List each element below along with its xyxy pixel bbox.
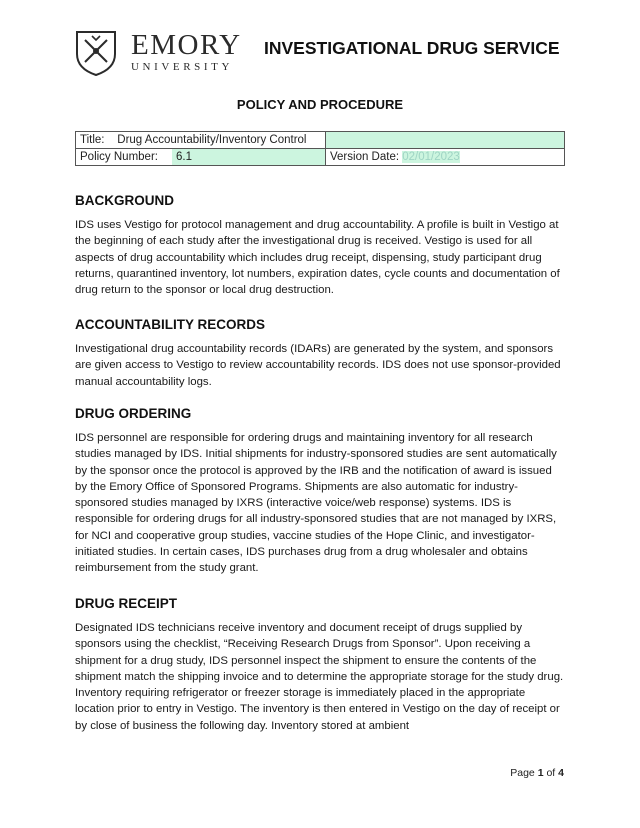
version-label: Version Date: — [330, 151, 400, 163]
title-cell — [76, 132, 326, 149]
section-drug-receipt — [75, 596, 565, 734]
of-word: of — [546, 767, 556, 779]
policy-label: Policy Number: — [76, 149, 173, 166]
section-background — [75, 193, 565, 298]
section-heading: ACCOUNTABILITY RECORDS — [75, 317, 266, 332]
page-word: Page — [510, 767, 535, 779]
section-body: IDS uses Vestigo for protocol management and drug accountability. A profile is built in Vestigo at the beginning of each study after the investigational drug is received. Vestigo is used for all aspects of drug accountability which includes drug receipt, dispensing, study participant drug returns, quarantined inventory, lot numbers, expiration dates, cycle counts and documentation of drug return to the sponsor or local drug destruction. — [75, 219, 560, 297]
page-total: 4 — [558, 767, 564, 779]
section-drug-ordering — [75, 406, 565, 577]
policy-number: 6.1 — [172, 149, 326, 166]
logo-name: EMORY — [131, 29, 242, 61]
emory-wordmark — [131, 30, 242, 73]
emory-shield-icon — [75, 30, 117, 76]
page-header — [75, 30, 565, 78]
department-title: INVESTIGATIONAL DRUG SERVICE — [264, 38, 560, 58]
title-value: Drug Accountability/Inventory Control — [117, 134, 307, 146]
title-row — [76, 132, 565, 149]
section-heading: BACKGROUND — [75, 193, 174, 208]
policy-info-table — [75, 131, 565, 166]
section-accountability-records — [75, 317, 565, 390]
section-body: Investigational drug accountability records (IDARs) are generated by the system, and sponsors are given access to Vestigo to review accountability records. IDS does not use sponsor-provided manual accountability logs. — [75, 343, 561, 388]
policy-row — [76, 149, 565, 166]
section-body: Designated IDS technicians receive inventory and document receipt of drugs supplied by sponsors using the checklist, “Receiving Research Drugs from Sponsor”. Upon receiving a shipment for a drug study, IDS personnel inspect the shipment to ensure the contents of the shipment match the shipping invoice and to determine the appropriate storage for the study drug. Inventory requiring refrigerator or freezer storage is immediately placed in the appropriate location prior to entry in Vestigo. The inventory is then entered in Vestigo on the day of receipt or by close of business the following day. Inventory stored at ambient — [75, 622, 564, 732]
page-number: 1 — [537, 767, 544, 779]
title-label: Title: — [80, 134, 105, 146]
section-body: IDS personnel are responsible for ordering drugs and maintaining inventory for all research studies managed by IDS. Initial shipments for industry-sponsored studies are sent automatically by the sponsor once the protocol is approved by the IRB and the notification of award is issued by the Emory Office of Sponsored Programs. Shipments are also automatic for industry-sponsored studies managed by IXRS (interactive voice/web response) systems. IDS is responsible for ordering drugs for all industry-sponsored studies that are not managed by IXRS, for NCI and cooperative group studies, vaccine studies of the Hope Clinic, and investigator-initiated studies. In certain cases, IDS purchases drug from a drug wholesaler and obtains reimbursement from the study grant. — [75, 432, 557, 575]
logo-subtitle: UNIVERSITY — [131, 61, 233, 73]
title-highlight-cell — [326, 132, 565, 149]
version-cell — [326, 149, 565, 166]
version-date: 02/01/2023 — [402, 151, 460, 163]
section-heading: DRUG RECEIPT — [75, 596, 178, 611]
section-heading: DRUG ORDERING — [75, 406, 192, 421]
page-footer — [510, 767, 564, 779]
document-type: POLICY AND PROCEDURE — [236, 97, 404, 112]
